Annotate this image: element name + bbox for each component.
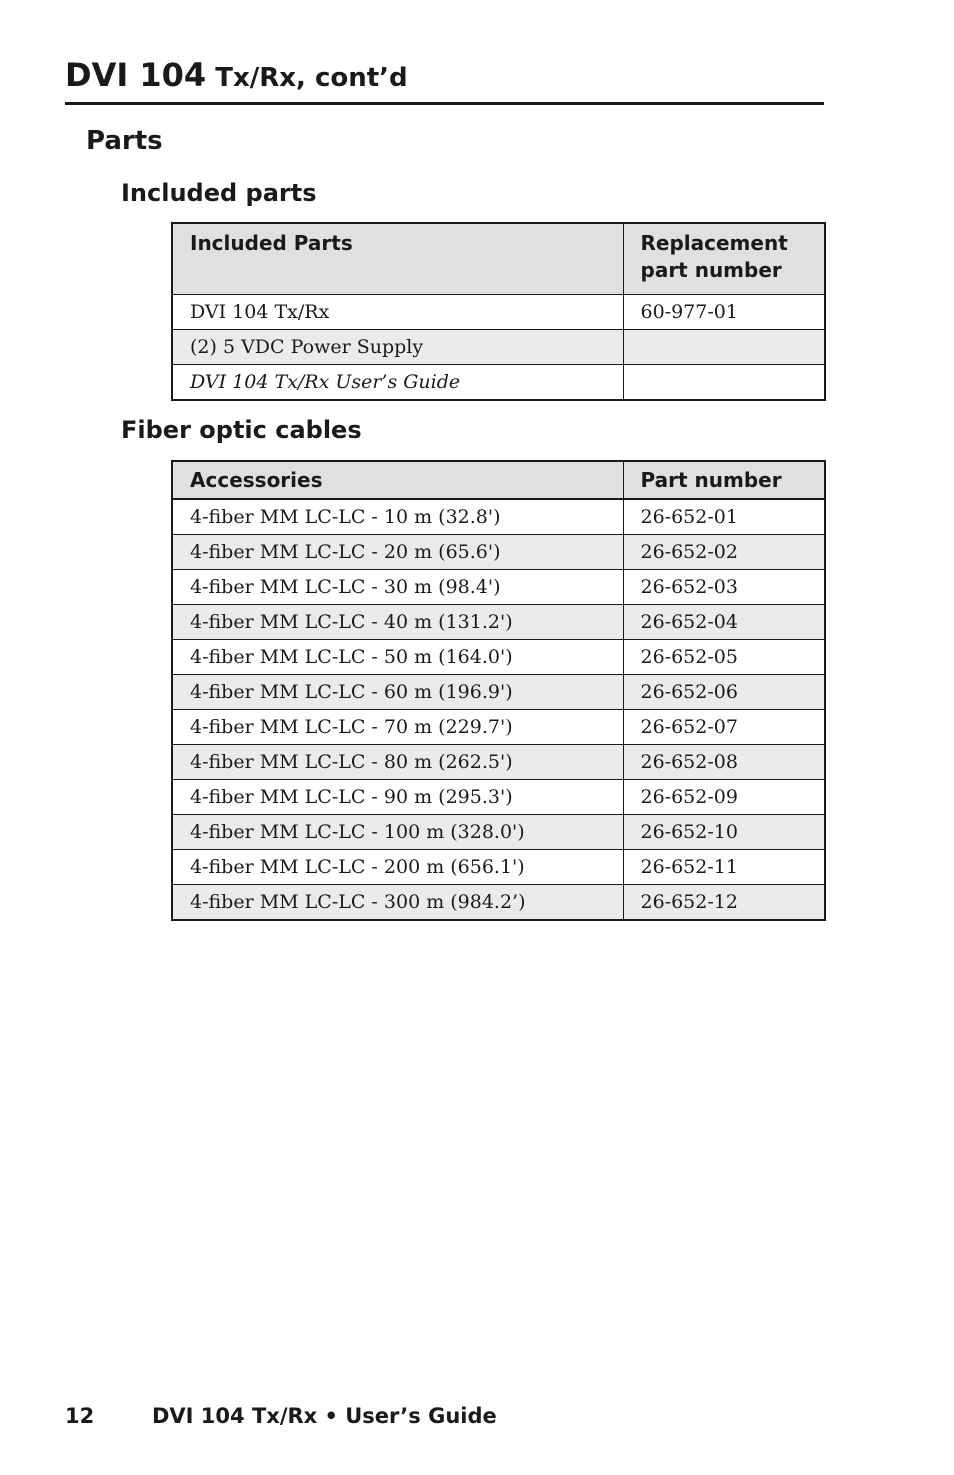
part-number-cell: 26-652-02: [623, 535, 825, 570]
table-row: [172, 745, 825, 780]
table-row: [172, 850, 825, 885]
part-name-cell: 4-fiber MM LC-LC - 60 m (196.9'): [172, 675, 623, 710]
table-row: [172, 640, 825, 675]
table-row: [172, 330, 825, 365]
part-name-cell: 4-fiber MM LC-LC - 40 m (131.2'): [172, 605, 623, 640]
column-header: Included Parts: [172, 223, 623, 295]
part-name-cell: 4-fiber MM LC-LC - 80 m (262.5'): [172, 745, 623, 780]
chapter-heading-sub: Tx/Rx, cont’d: [206, 63, 408, 93]
part-name-cell: 4-fiber MM LC-LC - 70 m (229.7'): [172, 710, 623, 745]
table-row: [172, 570, 825, 605]
chapter-heading-main: DVI 104: [65, 56, 207, 94]
table-header-row: [172, 461, 825, 499]
page-number: 12: [65, 1404, 95, 1428]
column-header-line: Replacement: [640, 231, 788, 255]
column-header: Accessories: [172, 461, 623, 499]
part-number-cell: 26-652-01: [623, 499, 825, 535]
part-number-cell: 26-652-05: [623, 640, 825, 675]
part-name-cell: 4-fiber MM LC-LC - 30 m (98.4'): [172, 570, 623, 605]
column-header: Part number: [623, 461, 825, 499]
page-footer: [65, 1404, 497, 1428]
part-name-cell: DVI 104 Tx/Rx: [172, 295, 623, 330]
table-row: [172, 499, 825, 535]
chapter-heading: [65, 56, 408, 94]
table-row: [172, 295, 825, 330]
column-header: [623, 223, 825, 295]
table-header-row: [172, 223, 825, 295]
part-number-cell: 26-652-09: [623, 780, 825, 815]
fiber-optic-cables-title: Fiber optic cables: [121, 416, 362, 444]
heading-rule: [65, 102, 824, 105]
table-row: [172, 780, 825, 815]
fiber-table-body: [172, 499, 825, 920]
part-number-cell: [623, 365, 825, 401]
part-number-cell: 26-652-11: [623, 850, 825, 885]
column-header-line: part number: [640, 258, 782, 282]
part-name-cell: (2) 5 VDC Power Supply: [172, 330, 623, 365]
part-name-cell: 4-fiber MM LC-LC - 100 m (328.0'): [172, 815, 623, 850]
table-row: [172, 535, 825, 570]
table-row: [172, 710, 825, 745]
part-name-cell: 4-fiber MM LC-LC - 90 m (295.3'): [172, 780, 623, 815]
part-name-cell: 4-fiber MM LC-LC - 50 m (164.0'): [172, 640, 623, 675]
part-number-cell: 26-652-07: [623, 710, 825, 745]
part-name-cell: 4-fiber MM LC-LC - 10 m (32.8'): [172, 499, 623, 535]
part-name-cell: DVI 104 Tx/Rx User’s Guide: [172, 365, 623, 401]
part-name-cell: 4-fiber MM LC-LC - 300 m (984.2’): [172, 885, 623, 921]
part-name-cell: 4-fiber MM LC-LC - 200 m (656.1'): [172, 850, 623, 885]
part-number-cell: 60-977-01: [623, 295, 825, 330]
part-number-cell: 26-652-04: [623, 605, 825, 640]
footer-title: DVI 104 Tx/Rx • User’s Guide: [152, 1404, 497, 1428]
part-number-cell: [623, 330, 825, 365]
included-parts-title: Included parts: [121, 179, 317, 207]
part-number-cell: 26-652-12: [623, 885, 825, 921]
part-number-cell: 26-652-08: [623, 745, 825, 780]
table-row: [172, 365, 825, 401]
section-title: Parts: [86, 126, 163, 156]
included-parts-table: [171, 222, 826, 401]
table-row: [172, 815, 825, 850]
part-number-cell: 26-652-03: [623, 570, 825, 605]
part-number-cell: 26-652-10: [623, 815, 825, 850]
fiber-optic-cables-table: [171, 460, 826, 921]
table-row: [172, 675, 825, 710]
part-number-cell: 26-652-06: [623, 675, 825, 710]
table-row: [172, 885, 825, 921]
part-name-cell: 4-fiber MM LC-LC - 20 m (65.6'): [172, 535, 623, 570]
table-row: [172, 605, 825, 640]
